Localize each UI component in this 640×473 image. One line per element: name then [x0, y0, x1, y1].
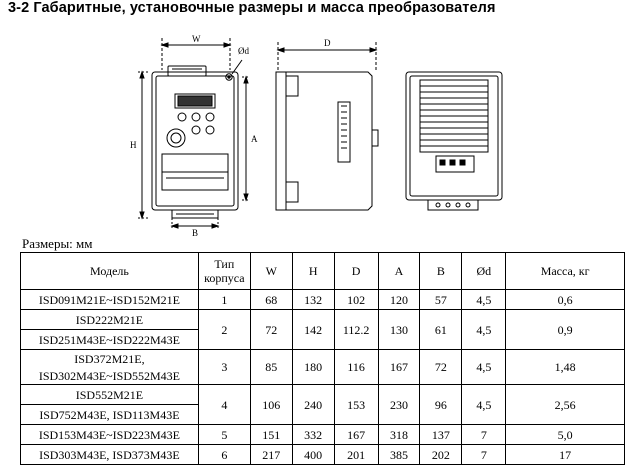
table-row	[21, 310, 625, 330]
table-row	[21, 385, 625, 405]
b-cell: 57	[420, 290, 462, 310]
a-cell: 385	[378, 445, 420, 465]
h-cell: 400	[292, 445, 334, 465]
b-cell: 202	[420, 445, 462, 465]
a-cell: 167	[378, 350, 420, 385]
drive-dimension-drawing	[120, 30, 520, 240]
model-cell: ISD153M43E~ISD223M43E	[21, 425, 199, 445]
d-cell: 116	[334, 350, 378, 385]
mass-cell: 17	[506, 445, 625, 465]
mass-cell: 5,0	[506, 425, 625, 445]
label-d: D	[324, 38, 331, 48]
model-cell: ISD752M43E, ISD113M43E	[21, 405, 199, 425]
d-cell: 153	[334, 385, 378, 425]
od-cell: 4,5	[462, 350, 506, 385]
model-cell: ISD303M43E, ISD373M43E	[21, 445, 199, 465]
od-cell: 7	[462, 445, 506, 465]
d-cell: 167	[334, 425, 378, 445]
frame-cell: 3	[198, 350, 250, 385]
b-cell: 72	[420, 350, 462, 385]
mass-cell: 2,56	[506, 385, 625, 425]
w-cell: 151	[250, 425, 292, 445]
a-cell: 120	[378, 290, 420, 310]
a-cell: 230	[378, 385, 420, 425]
d-cell: 201	[334, 445, 378, 465]
units-caption: Размеры: мм	[22, 236, 93, 251]
w-cell: 85	[250, 350, 292, 385]
label-w: W	[192, 34, 201, 44]
table-row	[21, 425, 625, 445]
model-cell: ISD372M21E,	[21, 350, 199, 368]
header-a: A	[378, 253, 420, 290]
w-cell: 106	[250, 385, 292, 425]
mass-cell: 0,9	[506, 310, 625, 350]
header-w: W	[250, 253, 292, 290]
b-cell: 137	[420, 425, 462, 445]
table-row	[21, 445, 625, 465]
w-cell: 217	[250, 445, 292, 465]
table-row	[21, 350, 625, 368]
frame-cell: 1	[198, 290, 250, 310]
label-d-hole: Ød	[238, 46, 249, 56]
od-cell: 7	[462, 425, 506, 445]
model-cell: ISD222M21E	[21, 310, 199, 330]
dimensions-table	[20, 252, 625, 465]
d-cell: 112.2	[334, 310, 378, 350]
header-frame	[198, 253, 250, 290]
header-h: H	[292, 253, 334, 290]
header-model: Модель	[21, 253, 199, 290]
mass-cell: 0,6	[506, 290, 625, 310]
label-a: A	[251, 134, 258, 144]
d-cell: 102	[334, 290, 378, 310]
frame-cell: 5	[198, 425, 250, 445]
side-view	[276, 42, 378, 210]
header-frame-line1: Тип	[214, 257, 235, 271]
model-cell: ISD302M43E~ISD552M43E	[21, 367, 199, 385]
od-cell: 4,5	[462, 290, 506, 310]
table-header-row	[21, 253, 625, 290]
label-b: B	[192, 228, 199, 238]
label-h: H	[130, 140, 137, 150]
frame-cell: 2	[198, 310, 250, 350]
header-od: Ød	[462, 253, 506, 290]
w-cell: 72	[250, 310, 292, 350]
h-cell: 180	[292, 350, 334, 385]
frame-cell: 4	[198, 385, 250, 425]
od-cell: 4,5	[462, 310, 506, 350]
w-cell: 68	[250, 290, 292, 310]
frame-cell: 6	[198, 445, 250, 465]
a-cell: 130	[378, 310, 420, 350]
model-cell: ISD251M43E~ISD222M43E	[21, 330, 199, 350]
b-cell: 61	[420, 310, 462, 350]
h-cell: 332	[292, 425, 334, 445]
a-cell: 318	[378, 425, 420, 445]
b-cell: 96	[420, 385, 462, 425]
header-frame-line2: корпуса	[204, 271, 245, 285]
mass-cell: 1,48	[506, 350, 625, 385]
header-mass: Масса, кг	[506, 253, 625, 290]
header-d: D	[334, 253, 378, 290]
model-cell: ISD091M21E~ISD152M21E	[21, 290, 199, 310]
table-row	[21, 290, 625, 310]
od-cell: 4,5	[462, 385, 506, 425]
model-cell: ISD552M21E	[21, 385, 199, 405]
front-view	[138, 38, 250, 230]
header-b: B	[420, 253, 462, 290]
h-cell: 240	[292, 385, 334, 425]
rear-view	[406, 72, 502, 210]
page-title: 3-2 Габаритные, установочные размеры и масса преобразователя	[8, 0, 496, 16]
h-cell: 142	[292, 310, 334, 350]
h-cell: 132	[292, 290, 334, 310]
